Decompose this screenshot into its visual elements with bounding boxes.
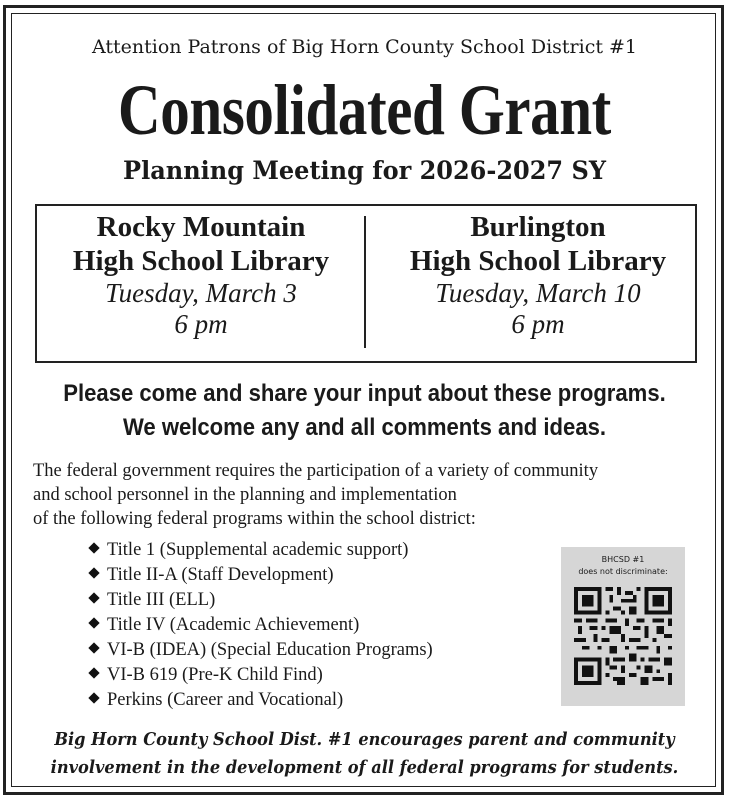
footer-line-1: Big Horn County School Dist. #1 encourages parent and community bbox=[54, 729, 675, 750]
invitation bbox=[29, 377, 700, 445]
location-venue: High School Library bbox=[409, 245, 667, 277]
location-rocky-mountain bbox=[51, 210, 351, 340]
location-name: Burlington bbox=[470, 211, 606, 243]
program-label: Title III (ELL) bbox=[107, 590, 216, 610]
list-item bbox=[90, 613, 433, 638]
program-label: Title IV (Academic Achievement) bbox=[107, 615, 360, 635]
list-item bbox=[90, 563, 433, 588]
page-title: Consolidated Grant bbox=[118, 70, 611, 150]
location-burlington bbox=[388, 210, 688, 340]
list-item bbox=[90, 663, 433, 688]
diamond-bullet-icon bbox=[88, 542, 99, 553]
qr-code-panel bbox=[561, 547, 685, 706]
invitation-line-1: Please come and share your input about these programs. bbox=[63, 380, 666, 407]
locations-divider bbox=[364, 216, 366, 348]
list-item bbox=[90, 538, 433, 563]
invitation-line-2: We welcome any and all comments and ideas. bbox=[122, 414, 607, 441]
page-subtitle: Planning Meeting for 2026-2027 SY bbox=[123, 156, 606, 185]
qr-caption-line-1: BHCSD #1 bbox=[601, 555, 645, 564]
program-label: VI-B (IDEA) (Special Education Programs) bbox=[107, 640, 433, 660]
intro-line-2: and school personnel in the planning and implementation bbox=[33, 485, 457, 505]
list-item bbox=[90, 688, 433, 713]
attention-line: Attention Patrons of Big Horn County School District #1 bbox=[91, 36, 638, 58]
program-label: Title 1 (Supplemental academic support) bbox=[107, 540, 409, 560]
intro-paragraph bbox=[33, 459, 713, 531]
program-label: Perkins (Career and Vocational) bbox=[107, 690, 344, 710]
program-list bbox=[90, 538, 433, 713]
list-item bbox=[90, 638, 433, 663]
diamond-bullet-icon bbox=[88, 617, 99, 628]
location-date: Tuesday, March 3 bbox=[105, 278, 297, 308]
diamond-bullet-icon bbox=[88, 567, 99, 578]
diamond-bullet-icon bbox=[88, 692, 99, 703]
location-venue: High School Library bbox=[72, 245, 330, 277]
location-date: Tuesday, March 10 bbox=[435, 278, 641, 308]
location-name: Rocky Mountain bbox=[96, 211, 306, 243]
intro-line-3: of the following federal programs within the school district: bbox=[33, 509, 476, 529]
qr-caption-line-2: does not discriminate: bbox=[578, 567, 668, 576]
location-time: 6 pm bbox=[511, 309, 565, 339]
list-item bbox=[90, 588, 433, 613]
diamond-bullet-icon bbox=[88, 667, 99, 678]
footer-statement bbox=[36, 726, 692, 782]
footer-line-2: involvement in the development of all federal programs for students. bbox=[50, 757, 679, 778]
intro-line-1: The federal government requires the participation of a variety of community bbox=[33, 461, 599, 481]
program-label: VI-B 619 (Pre-K Child Find) bbox=[107, 665, 323, 685]
program-label: Title II-A (Staff Development) bbox=[107, 565, 334, 585]
diamond-bullet-icon bbox=[88, 592, 99, 603]
location-time: 6 pm bbox=[174, 309, 228, 339]
qr-code-icon[interactable] bbox=[574, 587, 672, 685]
diamond-bullet-icon bbox=[88, 642, 99, 653]
